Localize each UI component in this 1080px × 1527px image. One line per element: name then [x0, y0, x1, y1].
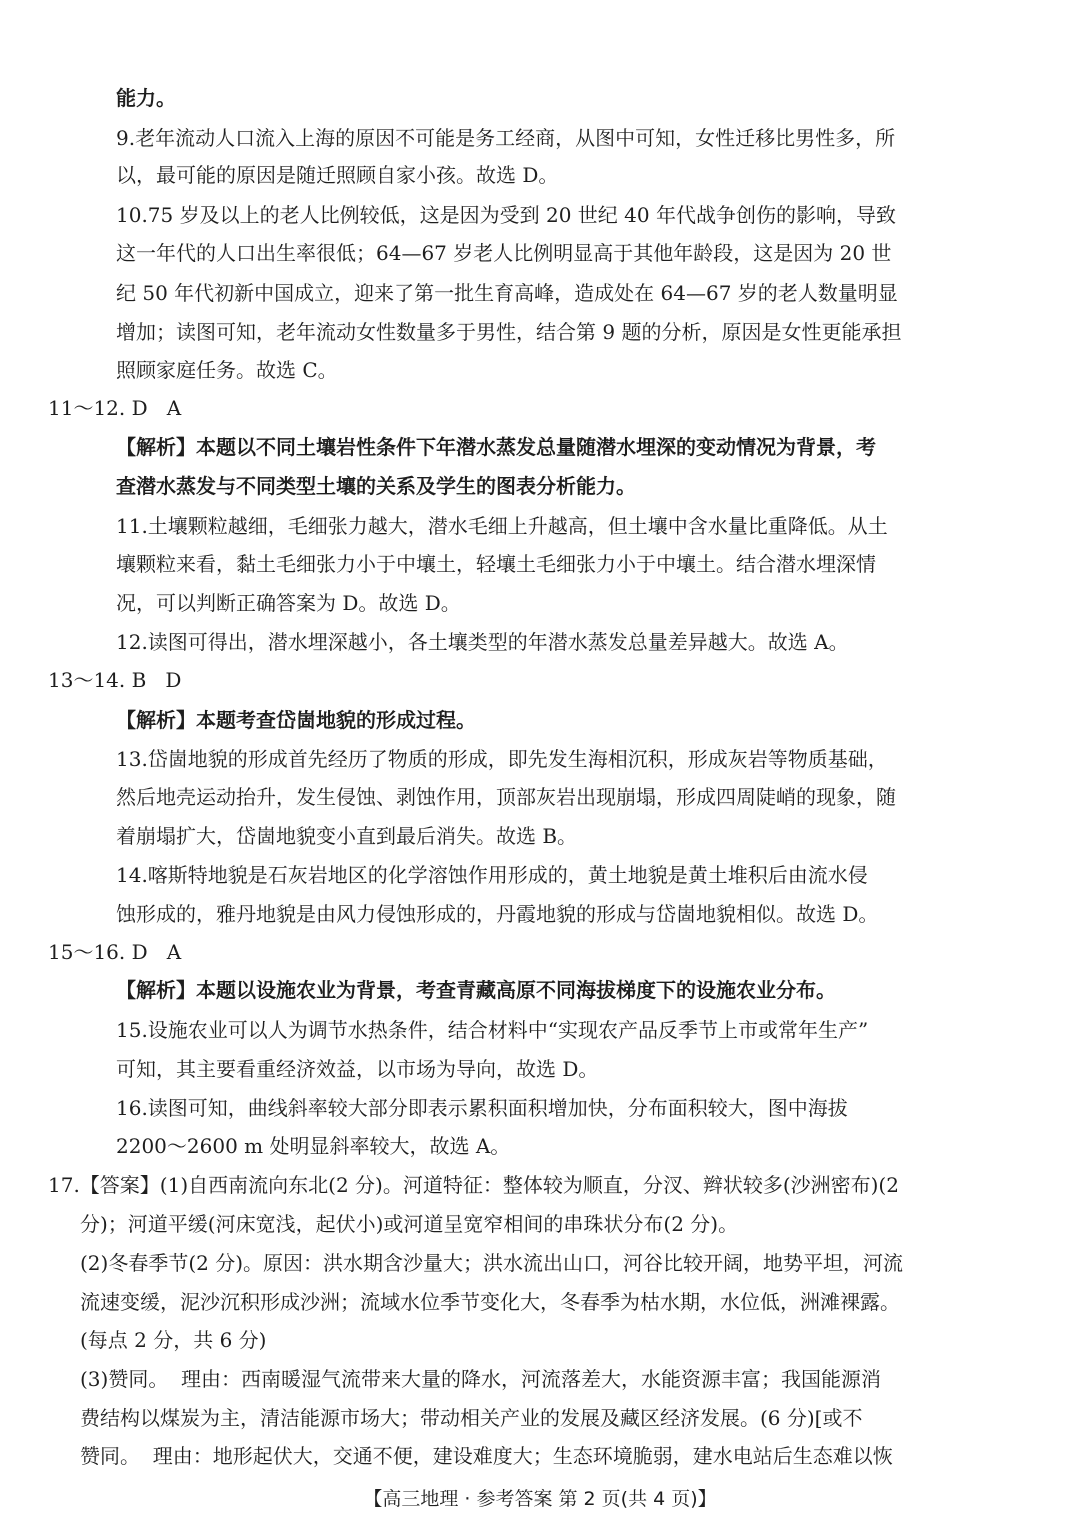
text-line: 着崩塌扩大，岱崮地貌变小直到最后消失。故选 B。: [116, 824, 578, 848]
text-line: 能力。: [116, 86, 176, 110]
text-line: 蚀形成的，雅丹地貌是由风力侵蚀形成的，丹霞地貌的形成与岱崮地貌相似。故选 D。: [116, 902, 879, 926]
text-line: 14.喀斯特地貌是石灰岩地区的化学溶蚀作用形成的，黄土地貌是黄土堆积后由流水侵: [116, 863, 868, 887]
text-line: 况，可以判断正确答案为 D。故选 D。: [116, 591, 461, 615]
text-line: 照顾家庭任务。故选 C。: [116, 358, 338, 382]
text-line: 2200～2600 m 处明显斜率较大，故选 A。: [116, 1134, 511, 1158]
text-line: (2)冬春季节(2 分)。原因：洪水期含沙量大；洪水流出山口，河谷比较开阔，地势平坦，河流: [80, 1251, 904, 1275]
answer-heading: 11～12. D A: [48, 396, 182, 420]
text-line: 费结构以煤炭为主，清洁能源市场大；带动相关产业的发展及藏区经济发展。(6 分)[或不: [80, 1406, 863, 1430]
analysis-line: 【解析】本题考查岱崮地貌的形成过程。: [116, 708, 476, 732]
text-line: 13.岱崮地貌的形成首先经历了物质的形成，即先发生海相沉积，形成灰岩等物质基础，: [116, 747, 888, 771]
text-line: (每点 2 分，共 6 分): [80, 1328, 267, 1352]
text-line: (3)赞同。 理由：西南暖湿气流带来大量的降水，河流落差大，水能资源丰富；我国能源消: [80, 1367, 882, 1391]
text-line: 16.读图可知，曲线斜率较大部分即表示累积面积增加快，分布面积较大，图中海拔: [116, 1096, 848, 1120]
text-line: 9.老年流动人口流入上海的原因不可能是务工经商，从图中可知，女性迁移比男性多，所: [116, 126, 896, 150]
text-line: 15.设施农业可以人为调节水热条件，结合材料中“实现农产品反季节上市或常年生产”: [116, 1018, 869, 1042]
text-line: 壤颗粒来看，黏土毛细张力小于中壤土，轻壤土毛细张力小于中壤土。结合潜水埋深情: [116, 552, 876, 576]
page-footer: 【高三地理 · 参考答案 第 2 页(共 4 页)】: [363, 1488, 717, 1510]
text-line: 以，最可能的原因是随迁照顾自家小孩。故选 D。: [116, 163, 559, 187]
text-line: 11.土壤颗粒越细，毛细张力越大，潜水毛细上升越高，但土壤中含水量比重降低。从土: [116, 514, 888, 538]
text-line: 纪 50 年代初新中国成立，迎来了第一批生育高峰，造成处在 64—67 岁的老人数量明显: [116, 281, 898, 305]
text-line: 12.读图可得出，潜水埋深越小，各土壤类型的年潜水蒸发总量差异越大。故选 A。: [116, 630, 849, 654]
analysis-line: 【解析】本题以不同土壤岩性条件下年潜水蒸发总量随潜水埋深的变动情况为背景，考: [116, 435, 876, 459]
text-line: 10.75 岁及以上的老人比例较低，这是因为受到 20 世纪 40 年代战争创伤的影响，导致: [116, 203, 896, 227]
text-line: 这一年代的人口出生率很低；64—67 岁老人比例明显高于其他年龄段，这是因为 20 世: [116, 241, 892, 265]
answer-heading: 15～16. D A: [48, 940, 182, 964]
text-line: 赞同。 理由：地形起伏大，交通不便，建设难度大；生态环境脆弱，建水电站后生态难以恢: [80, 1444, 893, 1468]
analysis-line: 查潜水蒸发与不同类型土壤的关系及学生的图表分析能力。: [116, 474, 636, 498]
text-line: 流速变缓，泥沙沉积形成沙洲；流域水位季节变化大，冬春季为枯水期，水位低，洲滩裸露。: [80, 1290, 900, 1314]
text-line: 然后地壳运动抬升，发生侵蚀、剥蚀作用，顶部灰岩出现崩塌，形成四周陡峭的现象，随: [116, 785, 896, 809]
text-line: 增加；读图可知，老年流动女性数量多于男性，结合第 9 题的分析，原因是女性更能承担: [116, 320, 902, 344]
analysis-line: 【解析】本题以设施农业为背景，考查青藏高原不同海拔梯度下的设施农业分布。: [116, 978, 836, 1002]
text-line: 分)；河道平缓(河床宽浅，起伏小)或河道呈宽窄相间的串珠状分布(2 分)。: [80, 1212, 739, 1236]
answer-heading: 17.【答案】(1)自西南流向东北(2 分)。河道特征：整体较为顺直，分汊、辫状较多(沙洲密布)(2: [48, 1173, 899, 1197]
answer-heading: 13～14. B D: [48, 668, 182, 692]
text-line: 可知，其主要看重经济效益，以市场为导向，故选 D。: [116, 1057, 599, 1081]
